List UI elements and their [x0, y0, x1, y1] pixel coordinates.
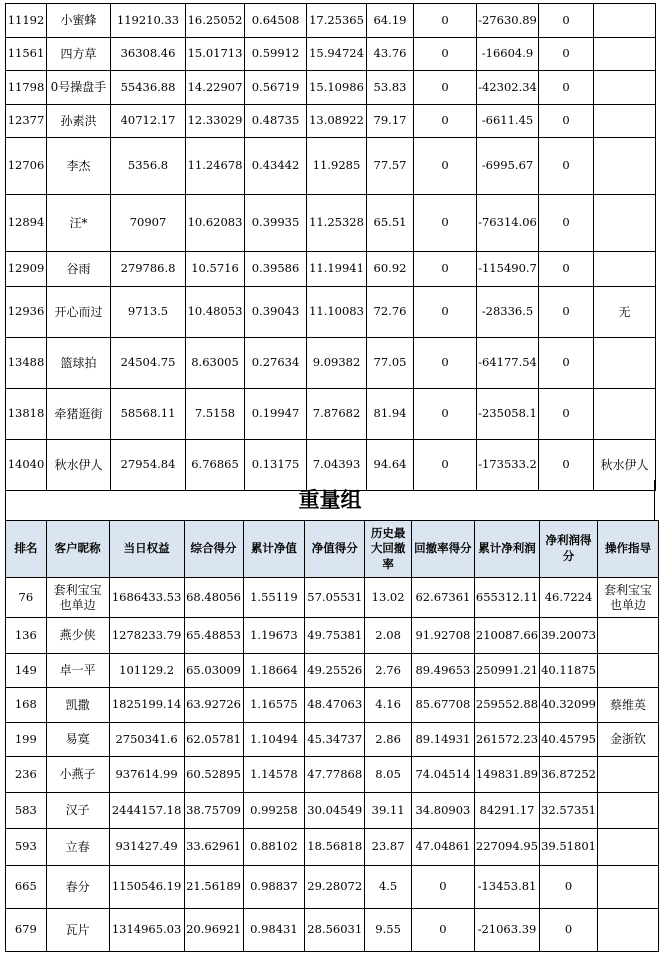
rank-cell: 583: [6, 793, 47, 829]
drawdown-score-cell: 34.80903: [411, 793, 474, 829]
score-cell: 15.01713: [186, 38, 245, 71]
max-drawdown-cell: 8.05: [365, 757, 412, 793]
max-drawdown-cell: 79.17: [367, 105, 414, 138]
rank-cell: 679: [6, 909, 47, 952]
guidance-cell: [597, 757, 658, 793]
header-rank: 排名: [6, 521, 47, 578]
drawdown-score-cell: 91.92708: [411, 618, 474, 654]
drawdown-score-cell: 0: [411, 909, 474, 952]
guidance-cell: [597, 793, 658, 829]
nav-score-cell: 48.47063: [305, 688, 365, 723]
nav-score-cell: 13.08922: [307, 105, 367, 138]
nav-score-cell: 11.25328: [307, 195, 367, 252]
equity-cell: 1686433.53: [109, 578, 184, 618]
nickname-cell: 易寞: [46, 723, 109, 757]
nav-score-cell: 29.28072: [305, 866, 365, 909]
score-cell: 14.22907: [186, 71, 245, 105]
max-drawdown-cell: 13.02: [365, 578, 412, 618]
nickname-cell: 凯撒: [46, 688, 109, 723]
equity-cell: 24504.75: [111, 338, 186, 389]
equity-cell: 2750341.6: [109, 723, 184, 757]
net-profit-cell: -115490.7: [477, 252, 539, 287]
nickname-cell: 开心而过: [47, 287, 111, 338]
nickname-cell: 0号操盘手: [47, 71, 111, 105]
nav-score-cell: 49.75381: [305, 618, 365, 654]
score-cell: 6.76865: [186, 440, 245, 491]
max-drawdown-cell: 23.87: [365, 829, 412, 866]
nav-cell: 0.48735: [245, 105, 307, 138]
nav-cell: 1.10494: [243, 723, 305, 757]
nav-score-cell: 45.34737: [305, 723, 365, 757]
nav-cell: 0.88102: [243, 829, 305, 866]
section-title: 重量组: [5, 480, 655, 520]
nav-cell: 0.43442: [245, 138, 307, 195]
rank-cell: 12706: [6, 138, 47, 195]
heavy-group-body: [6, 578, 659, 952]
guidance-cell: [597, 654, 658, 688]
drawdown-score-cell: 85.67708: [411, 688, 474, 723]
header-max-drawdown: 历史最大回撤率: [365, 521, 412, 578]
profit-score-cell: 0: [539, 4, 594, 38]
rank-cell: 236: [6, 757, 47, 793]
table-row: [6, 287, 656, 338]
profit-score-cell: 40.45795: [540, 723, 598, 757]
rank-cell: 11192: [6, 4, 47, 38]
score-cell: 65.03009: [184, 654, 243, 688]
guidance-cell: 蔡维英: [597, 688, 658, 723]
rank-cell: 168: [6, 688, 47, 723]
equity-cell: 1314965.03: [109, 909, 184, 952]
nav-score-cell: 11.19941: [307, 252, 367, 287]
table-row: [6, 71, 656, 105]
nav-cell: 0.98837: [243, 866, 305, 909]
nav-score-cell: 28.56031: [305, 909, 365, 952]
max-drawdown-cell: 77.57: [367, 138, 414, 195]
score-cell: 60.52895: [184, 757, 243, 793]
table-row: [6, 688, 659, 723]
equity-cell: 931427.49: [109, 829, 184, 866]
profit-score-cell: 32.57351: [540, 793, 598, 829]
rank-cell: 13818: [6, 389, 47, 440]
drawdown-score-cell: 0: [414, 287, 477, 338]
table-row: [6, 866, 659, 909]
profit-score-cell: 0: [539, 440, 594, 491]
profit-score-cell: 0: [539, 389, 594, 440]
equity-cell: 119210.33: [111, 4, 186, 38]
drawdown-score-cell: 89.14931: [411, 723, 474, 757]
drawdown-score-cell: 0: [414, 440, 477, 491]
header-equity: 当日权益: [109, 521, 184, 578]
table-row: [6, 618, 659, 654]
nickname-cell: 小蜜蜂: [47, 4, 111, 38]
max-drawdown-cell: 2.76: [365, 654, 412, 688]
guidance-cell: [594, 195, 656, 252]
equity-cell: 279786.8: [111, 252, 186, 287]
score-cell: 12.33029: [186, 105, 245, 138]
score-cell: 7.5158: [186, 389, 245, 440]
nav-score-cell: 11.9285: [307, 138, 367, 195]
drawdown-score-cell: 0: [411, 866, 474, 909]
profit-score-cell: 0: [539, 71, 594, 105]
rank-cell: 136: [6, 618, 47, 654]
nickname-cell: 四方草: [47, 38, 111, 71]
equity-cell: 55436.88: [111, 71, 186, 105]
guidance-cell: [594, 105, 656, 138]
max-drawdown-cell: 4.5: [365, 866, 412, 909]
equity-cell: 58568.11: [111, 389, 186, 440]
net-profit-cell: -42302.34: [477, 71, 539, 105]
rank-cell: 12894: [6, 195, 47, 252]
net-profit-cell: 250991.21: [474, 654, 539, 688]
max-drawdown-cell: 2.86: [365, 723, 412, 757]
header-net-profit: 累计净利润: [474, 521, 539, 578]
score-cell: 65.48853: [184, 618, 243, 654]
nav-cell: 0.99258: [243, 793, 305, 829]
net-profit-cell: 655312.11: [474, 578, 539, 618]
header-nav: 累计净值: [243, 521, 305, 578]
rank-cell: 11798: [6, 71, 47, 105]
drawdown-score-cell: 47.04861: [411, 829, 474, 866]
max-drawdown-cell: 94.64: [367, 440, 414, 491]
rank-cell: 12377: [6, 105, 47, 138]
score-cell: 38.75709: [184, 793, 243, 829]
equity-cell: 2444157.18: [109, 793, 184, 829]
profit-score-cell: 46.7224: [540, 578, 598, 618]
nav-score-cell: 18.56818: [305, 829, 365, 866]
score-cell: 16.25052: [186, 4, 245, 38]
nav-cell: 0.19947: [245, 389, 307, 440]
table-row: [6, 195, 656, 252]
nickname-cell: 卓一平: [46, 654, 109, 688]
nav-cell: 0.59912: [245, 38, 307, 71]
drawdown-score-cell: 0: [414, 71, 477, 105]
score-cell: 21.56189: [184, 866, 243, 909]
nav-score-cell: 7.04393: [307, 440, 367, 491]
net-profit-cell: 210087.66: [474, 618, 539, 654]
nickname-cell: 燕少侠: [46, 618, 109, 654]
drawdown-score-cell: 0: [414, 195, 477, 252]
table-row: [6, 105, 656, 138]
header-profit-score: 净利润得分: [540, 521, 598, 578]
nav-score-cell: 47.77868: [305, 757, 365, 793]
rank-cell: 12909: [6, 252, 47, 287]
max-drawdown-cell: 39.11: [365, 793, 412, 829]
guidance-cell: [597, 829, 658, 866]
nickname-cell: 篮球拍: [47, 338, 111, 389]
table-row: [6, 909, 659, 952]
top-table-body: [6, 4, 656, 491]
score-cell: 10.62083: [186, 195, 245, 252]
profit-score-cell: 40.11875: [540, 654, 598, 688]
net-profit-cell: -235058.1: [477, 389, 539, 440]
profit-score-cell: 39.51801: [540, 829, 598, 866]
equity-cell: 70907: [111, 195, 186, 252]
nav-score-cell: 49.25526: [305, 654, 365, 688]
rank-cell: 199: [6, 723, 47, 757]
nav-cell: 0.98431: [243, 909, 305, 952]
max-drawdown-cell: 72.76: [367, 287, 414, 338]
rank-cell: 11561: [6, 38, 47, 71]
net-profit-cell: 259552.88: [474, 688, 539, 723]
drawdown-score-cell: 62.67361: [411, 578, 474, 618]
drawdown-score-cell: 0: [414, 105, 477, 138]
guidance-cell: 无: [594, 287, 656, 338]
nav-cell: 1.19673: [243, 618, 305, 654]
max-drawdown-cell: 9.55: [365, 909, 412, 952]
guidance-cell: [597, 909, 658, 952]
nav-cell: 1.55119: [243, 578, 305, 618]
rank-cell: 12936: [6, 287, 47, 338]
header-nickname: 客户昵称: [46, 521, 109, 578]
table-row: [6, 38, 656, 71]
rank-cell: 665: [6, 866, 47, 909]
max-drawdown-cell: 4.16: [365, 688, 412, 723]
nickname-cell: 立春: [46, 829, 109, 866]
guidance-cell: 套利宝宝也单边: [597, 578, 658, 618]
nav-cell: 1.16575: [243, 688, 305, 723]
table-row: [6, 578, 659, 618]
score-cell: 10.5716: [186, 252, 245, 287]
net-profit-cell: -28336.5: [477, 287, 539, 338]
profit-score-cell: 0: [539, 338, 594, 389]
table-row: [6, 138, 656, 195]
guidance-cell: [594, 71, 656, 105]
rank-cell: 76: [6, 578, 47, 618]
drawdown-score-cell: 89.49653: [411, 654, 474, 688]
profit-score-cell: 0: [539, 105, 594, 138]
guidance-cell: [594, 138, 656, 195]
nav-score-cell: 9.09382: [307, 338, 367, 389]
nickname-cell: 牵猪逛街: [47, 389, 111, 440]
nickname-cell: 套利宝宝也单边: [46, 578, 109, 618]
guidance-cell: [597, 866, 658, 909]
heavy-group-table: [5, 520, 659, 952]
nav-score-cell: 57.05531: [305, 578, 365, 618]
rank-cell: 13488: [6, 338, 47, 389]
header-score: 综合得分: [184, 521, 243, 578]
nav-cell: 0.64508: [245, 4, 307, 38]
net-profit-cell: -6995.67: [477, 138, 539, 195]
profit-score-cell: 0: [539, 252, 594, 287]
guidance-cell: 金浙钦: [597, 723, 658, 757]
equity-cell: 1278233.79: [109, 618, 184, 654]
table-row: [6, 723, 659, 757]
nickname-cell: 汪*: [47, 195, 111, 252]
nickname-cell: 瓦片: [46, 909, 109, 952]
table-row: [6, 829, 659, 866]
table-row: [6, 338, 656, 389]
net-profit-cell: 227094.95: [474, 829, 539, 866]
equity-cell: 1150546.19: [109, 866, 184, 909]
drawdown-score-cell: 0: [414, 338, 477, 389]
profit-score-cell: 36.87252: [540, 757, 598, 793]
score-cell: 10.48053: [186, 287, 245, 338]
table-row: [6, 252, 656, 287]
max-drawdown-cell: 53.83: [367, 71, 414, 105]
profit-score-cell: 0: [540, 909, 598, 952]
table-row: [6, 654, 659, 688]
nav-score-cell: 17.25365: [307, 4, 367, 38]
profit-score-cell: 0: [539, 195, 594, 252]
equity-cell: 9713.5: [111, 287, 186, 338]
net-profit-cell: 149831.89: [474, 757, 539, 793]
drawdown-score-cell: 0: [414, 38, 477, 71]
net-profit-cell: -64177.54: [477, 338, 539, 389]
nav-cell: 0.56719: [245, 71, 307, 105]
score-cell: 33.62961: [184, 829, 243, 866]
score-cell: 62.05781: [184, 723, 243, 757]
nickname-cell: 孙素洪: [47, 105, 111, 138]
net-profit-cell: -21063.39: [474, 909, 539, 952]
profit-score-cell: 40.32099: [540, 688, 598, 723]
net-profit-cell: -6611.45: [477, 105, 539, 138]
profit-score-cell: 0: [539, 287, 594, 338]
nickname-cell: 谷雨: [47, 252, 111, 287]
score-cell: 20.96921: [184, 909, 243, 952]
guidance-cell: [594, 389, 656, 440]
score-cell: 63.92726: [184, 688, 243, 723]
nav-cell: 1.14578: [243, 757, 305, 793]
rank-cell: 593: [6, 829, 47, 866]
net-profit-cell: -13453.81: [474, 866, 539, 909]
max-drawdown-cell: 77.05: [367, 338, 414, 389]
drawdown-score-cell: 0: [414, 138, 477, 195]
drawdown-score-cell: 0: [414, 252, 477, 287]
score-cell: 68.48056: [184, 578, 243, 618]
header-drawdown-score: 回撤率得分: [411, 521, 474, 578]
header-nav-score: 净值得分: [305, 521, 365, 578]
max-drawdown-cell: 64.19: [367, 4, 414, 38]
net-profit-cell: -27630.89: [477, 4, 539, 38]
header-guidance: 操作指导: [597, 521, 658, 578]
guidance-cell: [594, 252, 656, 287]
net-profit-cell: 84291.17: [474, 793, 539, 829]
drawdown-score-cell: 74.04514: [411, 757, 474, 793]
equity-cell: 5356.8: [111, 138, 186, 195]
header-row: [6, 521, 659, 578]
equity-cell: 937614.99: [109, 757, 184, 793]
score-cell: 8.63005: [186, 338, 245, 389]
table-row: [6, 389, 656, 440]
rank-cell: 149: [6, 654, 47, 688]
nickname-cell: 春分: [46, 866, 109, 909]
nav-cell: 0.39043: [245, 287, 307, 338]
nav-cell: 0.39586: [245, 252, 307, 287]
guidance-cell: [597, 618, 658, 654]
drawdown-score-cell: 0: [414, 4, 477, 38]
top-ranking-table: [5, 3, 656, 491]
max-drawdown-cell: 60.92: [367, 252, 414, 287]
rank-cell: 14040: [6, 440, 47, 491]
nav-cell: 1.18664: [243, 654, 305, 688]
nickname-cell: 李杰: [47, 138, 111, 195]
table-row: [6, 793, 659, 829]
guidance-cell: [594, 38, 656, 71]
max-drawdown-cell: 65.51: [367, 195, 414, 252]
max-drawdown-cell: 43.76: [367, 38, 414, 71]
drawdown-score-cell: 0: [414, 389, 477, 440]
max-drawdown-cell: 81.94: [367, 389, 414, 440]
nickname-cell: 小燕子: [46, 757, 109, 793]
net-profit-cell: -16604.9: [477, 38, 539, 71]
nav-score-cell: 7.87682: [307, 389, 367, 440]
nav-cell: 0.13175: [245, 440, 307, 491]
net-profit-cell: -76314.06: [477, 195, 539, 252]
net-profit-cell: -173533.2: [477, 440, 539, 491]
net-profit-cell: 261572.23: [474, 723, 539, 757]
nickname-cell: 汉子: [46, 793, 109, 829]
profit-score-cell: 39.20073: [540, 618, 598, 654]
nav-score-cell: 11.10083: [307, 287, 367, 338]
nav-score-cell: 15.94724: [307, 38, 367, 71]
profit-score-cell: 0: [539, 138, 594, 195]
equity-cell: 27954.84: [111, 440, 186, 491]
equity-cell: 40712.17: [111, 105, 186, 138]
nav-cell: 0.39935: [245, 195, 307, 252]
profit-score-cell: 0: [540, 866, 598, 909]
profit-score-cell: 0: [539, 38, 594, 71]
equity-cell: 36308.46: [111, 38, 186, 71]
equity-cell: 1825199.14: [109, 688, 184, 723]
nav-cell: 0.27634: [245, 338, 307, 389]
guidance-cell: [594, 4, 656, 38]
table-row: [6, 757, 659, 793]
equity-cell: 101129.2: [109, 654, 184, 688]
score-cell: 11.24678: [186, 138, 245, 195]
max-drawdown-cell: 2.08: [365, 618, 412, 654]
table-row: [6, 4, 656, 38]
nickname-cell: 秋水伊人: [47, 440, 111, 491]
nav-score-cell: 15.10986: [307, 71, 367, 105]
guidance-cell: [594, 338, 656, 389]
guidance-cell: 秋水伊人: [594, 440, 656, 491]
nav-score-cell: 30.04549: [305, 793, 365, 829]
